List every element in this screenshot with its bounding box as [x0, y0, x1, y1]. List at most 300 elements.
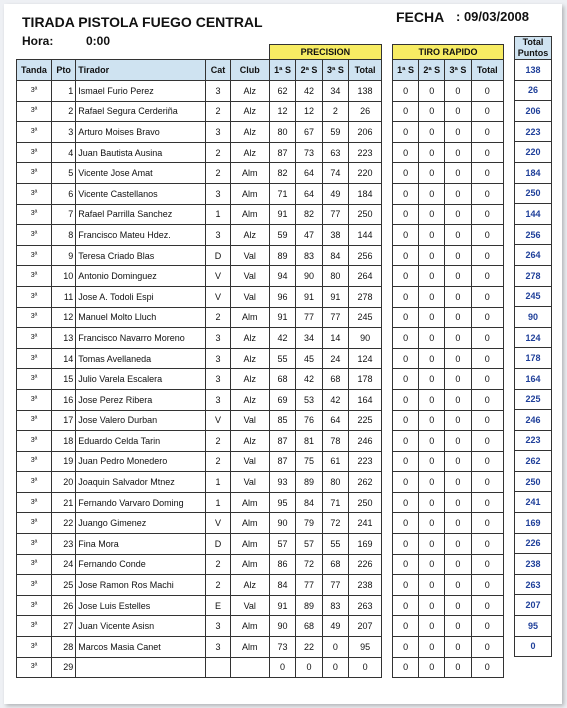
cell-total: 169 [349, 534, 382, 555]
cell-r3: 0 [445, 410, 471, 431]
cell-club: Val [230, 266, 269, 287]
cell-r2: 0 [419, 122, 445, 143]
table-row [17, 266, 382, 287]
cell-s3: 78 [322, 431, 348, 452]
cell-s1: 59 [269, 225, 295, 246]
table-row [515, 307, 552, 328]
cell-s1: 90 [269, 513, 295, 534]
cell-total: 256 [349, 245, 382, 266]
cell-tirador: Jose Valero Durban [76, 410, 206, 431]
table-row [515, 183, 552, 204]
cell-s1: 85 [269, 410, 295, 431]
cell-s3: 24 [322, 348, 348, 369]
table-row [393, 513, 504, 534]
cell-pto: 13 [51, 328, 75, 349]
table-row [515, 554, 552, 575]
table-row [17, 513, 382, 534]
cell-r1: 0 [393, 328, 419, 349]
cell-s2: 77 [296, 307, 322, 328]
cell-r1: 0 [393, 163, 419, 184]
cell-pto: 28 [51, 637, 75, 658]
table-row [17, 534, 382, 555]
cell-cat: D [206, 245, 230, 266]
table-row [393, 81, 504, 102]
cell-total-puntos: 184 [515, 162, 552, 183]
table-row [393, 492, 504, 513]
cell-pto: 6 [51, 183, 75, 204]
precision-group-header: PRECISION [269, 45, 381, 60]
cell-total-puntos: 263 [515, 574, 552, 595]
cell-rtotal: 0 [471, 286, 503, 307]
cell-s3: 49 [322, 616, 348, 637]
cell-s1: 42 [269, 328, 295, 349]
cell-tanda: 3ª [17, 122, 52, 143]
table-row [17, 307, 382, 328]
table-row [393, 348, 504, 369]
cell-r2: 0 [419, 204, 445, 225]
cell-r2: 0 [419, 369, 445, 390]
cell-r2: 0 [419, 101, 445, 122]
cell-total: 124 [349, 348, 382, 369]
cell-cat: 2 [206, 163, 230, 184]
cell-tanda: 3ª [17, 245, 52, 266]
cell-s2: 72 [296, 554, 322, 575]
cell-r3: 0 [445, 101, 471, 122]
cell-r2: 0 [419, 492, 445, 513]
cell-tirador: Juan Vicente Asisn [76, 616, 206, 637]
tiro-rapido-table [392, 44, 504, 678]
cell-cat [206, 657, 230, 678]
cell-r2: 0 [419, 328, 445, 349]
cell-club: Alm [230, 163, 269, 184]
cell-rtotal: 0 [471, 513, 503, 534]
cell-r1: 0 [393, 616, 419, 637]
cell-tanda: 3ª [17, 225, 52, 246]
col-total: Total [349, 60, 382, 81]
table-row [17, 122, 382, 143]
cell-total: 206 [349, 122, 382, 143]
cell-tirador [76, 657, 206, 678]
cell-tirador: Tomas Avellaneda [76, 348, 206, 369]
cell-pto: 17 [51, 410, 75, 431]
cell-s2: 91 [296, 286, 322, 307]
cell-tirador: Antonio Dominguez [76, 266, 206, 287]
table-row [515, 451, 552, 472]
cell-tanda: 3ª [17, 431, 52, 452]
cell-r3: 0 [445, 81, 471, 102]
cell-tirador: Jose Luis Estelles [76, 595, 206, 616]
cell-club: Alm [230, 554, 269, 575]
table-row [393, 637, 504, 658]
table-row [393, 575, 504, 596]
cell-pto: 1 [51, 81, 75, 102]
cell-r2: 0 [419, 348, 445, 369]
table-row [515, 121, 552, 142]
cell-tirador: Jose Perez Ribera [76, 389, 206, 410]
cell-r1: 0 [393, 657, 419, 678]
precision-table [16, 44, 382, 678]
cell-tirador: Fina Mora [76, 534, 206, 555]
cell-rtotal: 0 [471, 348, 503, 369]
cell-tanda: 3ª [17, 410, 52, 431]
hora-value: 0:00 [86, 34, 111, 48]
cell-cat: 1 [206, 492, 230, 513]
cell-r3: 0 [445, 657, 471, 678]
cell-tirador: Rafael Parrilla Sanchez [76, 204, 206, 225]
cell-cat: V [206, 286, 230, 307]
cell-r3: 0 [445, 183, 471, 204]
cell-s3: 80 [322, 266, 348, 287]
col-club: Club [230, 60, 269, 81]
table-row [515, 595, 552, 616]
cell-club: Alz [230, 389, 269, 410]
cell-club: Alz [230, 328, 269, 349]
cell-s3: 68 [322, 554, 348, 575]
cell-s2: 73 [296, 142, 322, 163]
cell-r3: 0 [445, 595, 471, 616]
cell-pto: 19 [51, 451, 75, 472]
cell-total-puntos: 90 [515, 307, 552, 328]
cell-cat: 3 [206, 389, 230, 410]
cell-total: 178 [349, 369, 382, 390]
cell-total: 164 [349, 389, 382, 410]
cell-club: Alm [230, 513, 269, 534]
cell-tanda: 3ª [17, 328, 52, 349]
cell-s1: 94 [269, 266, 295, 287]
cell-rtotal: 0 [471, 492, 503, 513]
cell-s2: 67 [296, 122, 322, 143]
table-row [515, 636, 552, 657]
cell-tanda: 3ª [17, 492, 52, 513]
table-row [17, 554, 382, 575]
cell-s3: 2 [322, 101, 348, 122]
cell-cat: V [206, 410, 230, 431]
cell-s1: 90 [269, 616, 295, 637]
table-row [17, 225, 382, 246]
cell-s3: 0 [322, 657, 348, 678]
fecha-label: FECHA [396, 9, 445, 25]
cell-pto: 11 [51, 286, 75, 307]
cell-total-puntos: 95 [515, 616, 552, 637]
table-row [393, 225, 504, 246]
cell-total-puntos: 178 [515, 348, 552, 369]
cell-rtotal: 0 [471, 142, 503, 163]
cell-cat: 3 [206, 328, 230, 349]
cell-s1: 96 [269, 286, 295, 307]
table-row [17, 204, 382, 225]
cell-club: Val [230, 472, 269, 493]
cell-rtotal: 0 [471, 451, 503, 472]
table-row [515, 410, 552, 431]
cell-r3: 0 [445, 389, 471, 410]
cell-club: Alz [230, 369, 269, 390]
cell-club: Alm [230, 183, 269, 204]
table-row [515, 245, 552, 266]
table-row [17, 389, 382, 410]
cell-rtotal: 0 [471, 637, 503, 658]
cell-s1: 84 [269, 575, 295, 596]
cell-total: 225 [349, 410, 382, 431]
cell-s1: 87 [269, 142, 295, 163]
cell-club: Alz [230, 225, 269, 246]
cell-r2: 0 [419, 142, 445, 163]
cell-s1: 89 [269, 245, 295, 266]
cell-s3: 91 [322, 286, 348, 307]
table-row [393, 410, 504, 431]
table-row [515, 142, 552, 163]
table-row [515, 204, 552, 225]
cell-r2: 0 [419, 554, 445, 575]
cell-pto: 24 [51, 554, 75, 575]
cell-tirador: Jose A. Todoli Espi [76, 286, 206, 307]
cell-rtotal: 0 [471, 575, 503, 596]
cell-s2: 90 [296, 266, 322, 287]
cell-pto: 8 [51, 225, 75, 246]
cell-tanda: 3ª [17, 534, 52, 555]
table-row [17, 575, 382, 596]
table-row [515, 471, 552, 492]
table-row [515, 162, 552, 183]
cell-club: Alz [230, 101, 269, 122]
cell-club: Alm [230, 307, 269, 328]
col-r2: 2ª S [419, 60, 445, 81]
table-row [515, 492, 552, 513]
tiro-rapido-group-header: TIRO RAPIDO [393, 45, 504, 60]
cell-club: Val [230, 245, 269, 266]
cell-tanda: 3ª [17, 163, 52, 184]
cell-r2: 0 [419, 451, 445, 472]
cell-rtotal: 0 [471, 431, 503, 452]
table-row [393, 204, 504, 225]
cell-total: 250 [349, 204, 382, 225]
cell-tanda: 3ª [17, 554, 52, 575]
cell-pto: 10 [51, 266, 75, 287]
cell-tanda: 3ª [17, 657, 52, 678]
cell-rtotal: 0 [471, 163, 503, 184]
cell-r3: 0 [445, 575, 471, 596]
cell-total-puntos: 278 [515, 265, 552, 286]
cell-total: 263 [349, 595, 382, 616]
cell-rtotal: 0 [471, 225, 503, 246]
cell-s2: 68 [296, 616, 322, 637]
cell-s3: 68 [322, 369, 348, 390]
cell-cat: 3 [206, 616, 230, 637]
table-row [17, 81, 382, 102]
cell-rtotal: 0 [471, 307, 503, 328]
cell-pto: 26 [51, 595, 75, 616]
cell-club: Val [230, 286, 269, 307]
cell-s3: 64 [322, 410, 348, 431]
cell-s3: 49 [322, 183, 348, 204]
cell-total: 246 [349, 431, 382, 452]
cell-tanda: 3ª [17, 286, 52, 307]
cell-s1: 80 [269, 122, 295, 143]
cell-cat: 3 [206, 183, 230, 204]
cell-rtotal: 0 [471, 369, 503, 390]
cell-tirador: Francisco Navarro Moreno [76, 328, 206, 349]
cell-club [230, 657, 269, 678]
table-row [515, 389, 552, 410]
table-row [393, 183, 504, 204]
cell-cat: 1 [206, 204, 230, 225]
cell-total: 278 [349, 286, 382, 307]
cell-total: 250 [349, 492, 382, 513]
table-row [515, 533, 552, 554]
cell-total: 26 [349, 101, 382, 122]
col-cat: Cat [206, 60, 230, 81]
sheet-title: TIRADA PISTOLA FUEGO CENTRAL [22, 14, 263, 30]
cell-s3: 74 [322, 163, 348, 184]
cell-r3: 0 [445, 163, 471, 184]
cell-r3: 0 [445, 513, 471, 534]
cell-total: 90 [349, 328, 382, 349]
cell-r2: 0 [419, 616, 445, 637]
cell-s2: 89 [296, 595, 322, 616]
cell-cat: 3 [206, 637, 230, 658]
table-row [393, 142, 504, 163]
cell-s3: 0 [322, 637, 348, 658]
cell-r3: 0 [445, 451, 471, 472]
cell-total-puntos: 256 [515, 224, 552, 245]
cell-r3: 0 [445, 637, 471, 658]
cell-s1: 71 [269, 183, 295, 204]
cell-pto: 14 [51, 348, 75, 369]
cell-r2: 0 [419, 163, 445, 184]
table-row [17, 595, 382, 616]
cell-total: 138 [349, 81, 382, 102]
cell-club: Alz [230, 575, 269, 596]
cell-tirador: Manuel Molto Lluch [76, 307, 206, 328]
cell-s2: 64 [296, 183, 322, 204]
cell-total: 223 [349, 142, 382, 163]
cell-rtotal: 0 [471, 266, 503, 287]
cell-r2: 0 [419, 286, 445, 307]
cell-s2: 22 [296, 637, 322, 658]
cell-s3: 61 [322, 451, 348, 472]
cell-r1: 0 [393, 389, 419, 410]
table-row [393, 554, 504, 575]
cell-r1: 0 [393, 410, 419, 431]
cell-s3: 55 [322, 534, 348, 555]
cell-tanda: 3ª [17, 369, 52, 390]
cell-r2: 0 [419, 183, 445, 204]
cell-r1: 0 [393, 307, 419, 328]
cell-total-puntos: 223 [515, 121, 552, 142]
cell-rtotal: 0 [471, 616, 503, 637]
cell-r2: 0 [419, 81, 445, 102]
cell-s2: 64 [296, 163, 322, 184]
col-tirador: Tirador [76, 60, 206, 81]
cell-total-puntos: 0 [515, 636, 552, 657]
col-s1: 1ª S [269, 60, 295, 81]
cell-total: 184 [349, 183, 382, 204]
cell-s1: 0 [269, 657, 295, 678]
table-row [393, 163, 504, 184]
cell-s2: 0 [296, 657, 322, 678]
cell-r1: 0 [393, 492, 419, 513]
cell-s1: 91 [269, 595, 295, 616]
cell-r1: 0 [393, 451, 419, 472]
cell-pto: 20 [51, 472, 75, 493]
cell-tanda: 3ª [17, 266, 52, 287]
cell-cat: 2 [206, 142, 230, 163]
cell-s2: 79 [296, 513, 322, 534]
cell-s3: 63 [322, 142, 348, 163]
cell-s2: 82 [296, 204, 322, 225]
total-puntos-header [515, 37, 552, 60]
total-puntos-header-line1: Total [522, 37, 544, 47]
table-row [17, 101, 382, 122]
cell-club: Alm [230, 492, 269, 513]
cell-r2: 0 [419, 595, 445, 616]
table-row [393, 595, 504, 616]
cell-s2: 47 [296, 225, 322, 246]
table-row [17, 163, 382, 184]
cell-tanda: 3ª [17, 204, 52, 225]
table-row [393, 472, 504, 493]
cell-s3: 80 [322, 472, 348, 493]
cell-r3: 0 [445, 122, 471, 143]
cell-r2: 0 [419, 534, 445, 555]
cell-total-puntos: 246 [515, 410, 552, 431]
cell-pto: 23 [51, 534, 75, 555]
cell-total-puntos: 26 [515, 80, 552, 101]
cell-tirador: Fernando Conde [76, 554, 206, 575]
table-row [393, 101, 504, 122]
cell-rtotal: 0 [471, 595, 503, 616]
cell-s1: 55 [269, 348, 295, 369]
cell-pto: 18 [51, 431, 75, 452]
cell-s2: 57 [296, 534, 322, 555]
cell-s3: 77 [322, 575, 348, 596]
cell-total: 226 [349, 554, 382, 575]
cell-total-puntos: 144 [515, 204, 552, 225]
cell-tanda: 3ª [17, 81, 52, 102]
cell-tirador: Julio Varela Escalera [76, 369, 206, 390]
cell-s3: 77 [322, 204, 348, 225]
cell-s3: 77 [322, 307, 348, 328]
table-row [393, 328, 504, 349]
table-row [515, 101, 552, 122]
table-row [515, 286, 552, 307]
cell-total: 95 [349, 637, 382, 658]
cell-total: 220 [349, 163, 382, 184]
cell-r1: 0 [393, 204, 419, 225]
cell-tirador: Vicente Jose Amat [76, 163, 206, 184]
cell-r3: 0 [445, 616, 471, 637]
cell-tanda: 3ª [17, 575, 52, 596]
cell-r1: 0 [393, 348, 419, 369]
cell-total-puntos: 264 [515, 245, 552, 266]
cell-tanda: 3ª [17, 101, 52, 122]
cell-club: Val [230, 595, 269, 616]
cell-club: Val [230, 451, 269, 472]
table-row [17, 431, 382, 452]
cell-r3: 0 [445, 492, 471, 513]
table-row [17, 369, 382, 390]
cell-cat: 3 [206, 348, 230, 369]
cell-r2: 0 [419, 431, 445, 452]
cell-r1: 0 [393, 183, 419, 204]
cell-rtotal: 0 [471, 410, 503, 431]
fecha-value: : 09/03/2008 [456, 9, 530, 24]
cell-club: Alz [230, 142, 269, 163]
cell-total-puntos: 250 [515, 471, 552, 492]
cell-s2: 89 [296, 472, 322, 493]
cell-s2: 81 [296, 431, 322, 452]
table-row [17, 492, 382, 513]
cell-s2: 83 [296, 245, 322, 266]
